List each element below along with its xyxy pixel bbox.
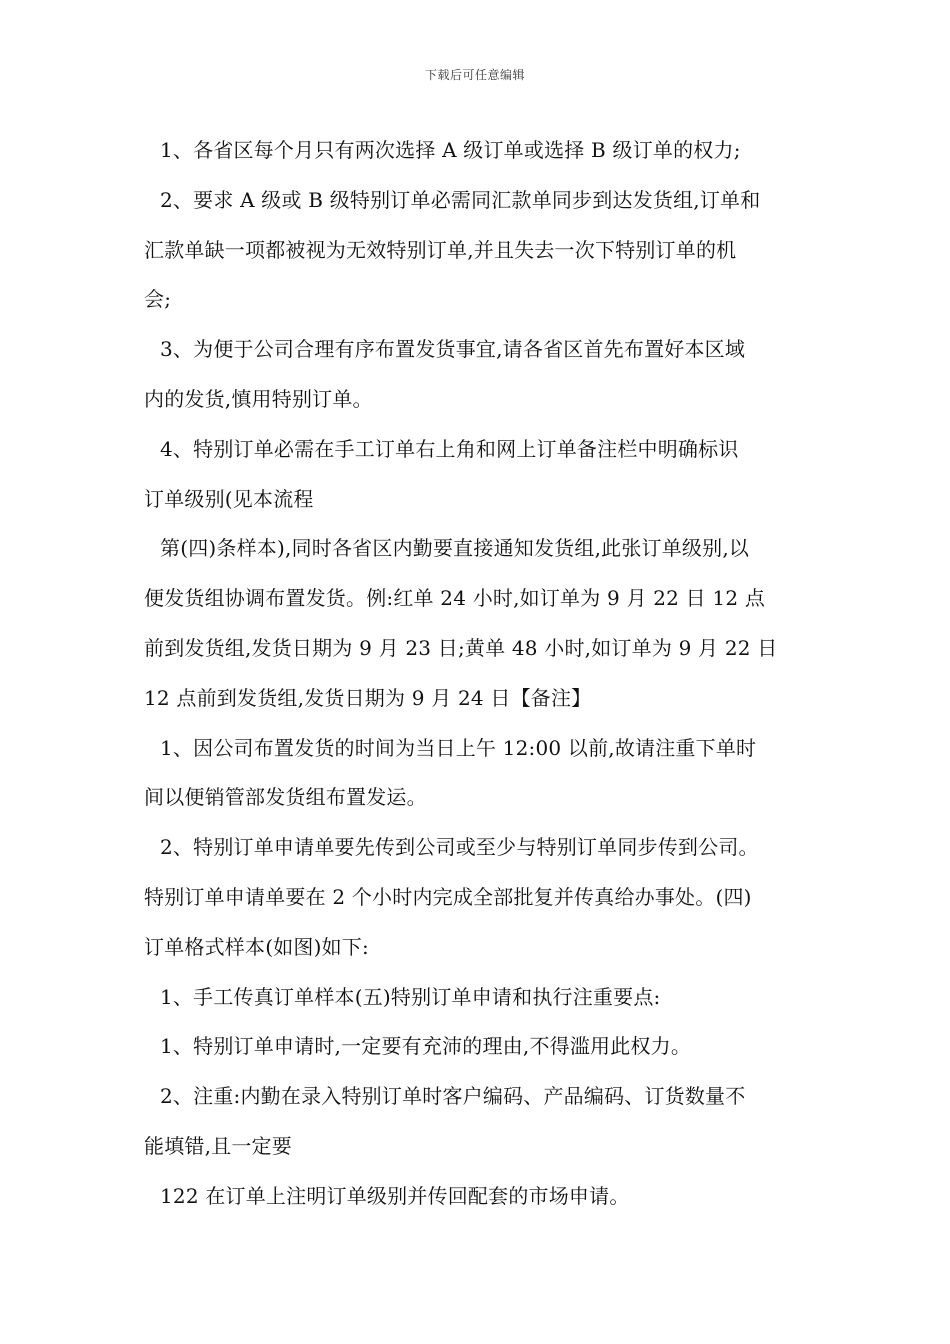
text-line: 2、注重:内勤在录入特别订单时客户编码、产品编码、订货数量不 [160, 1084, 746, 1109]
text-line: 2、要求 A 级或 B 级特别订单必需同汇款单同步到达发货组,订单和 [160, 187, 761, 212]
text-line: 12 点前到发货组,发货日期为 9 月 24 日【备注】 [144, 685, 592, 710]
text-line: 1、因公司布置发货的时间为当日上午 12:00 以前,故请注重下单时 [160, 735, 757, 760]
text-line: 1、特别订单申请时,一定要有充沛的理由,不得滥用此权力。 [160, 1034, 692, 1059]
text-line: 122 在订单上注明订单级别并传回配套的市场申请。 [160, 1183, 630, 1208]
text-line: 4、特别订单必需在手工订单右上角和网上订单备注栏中明确标识 [160, 436, 739, 461]
text-line: 1、手工传真订单样本(五)特别订单申请和执行注重要点: [160, 984, 661, 1009]
text-line: 订单格式样本(如图)如下: [144, 934, 369, 959]
text-line: 2、特别订单申请单要先传到公司或至少与特别订单同步传到公司。 [160, 835, 759, 860]
text-line: 能填错,且一定要 [144, 1133, 292, 1158]
text-line: 间以便销管部发货组布置发运。 [144, 785, 427, 810]
text-line: 汇款单缺一项都被视为无效特别订单,并且失去一次下特别订单的机 [144, 237, 737, 262]
text-line: 1、各省区每个月只有两次选择 A 级订单或选择 B 级订单的权力; [160, 138, 741, 162]
text-line: 会; [144, 287, 172, 312]
text-line: 特别订单申请单要在 2 个小时内完成全部批复并传真给办事处。(四) [144, 884, 752, 909]
text-line: 前到发货组,发货日期为 9 月 23 日;黄单 48 小时,如订单为 9 月 22 日 [144, 635, 778, 660]
text-line: 3、为便于公司合理有序布置发货事宜,请各省区首先布置好本区域 [160, 337, 746, 362]
text-line: 订单级别(见本流程 [144, 486, 314, 511]
text-line: 内的发货,慎用特别订单。 [144, 386, 373, 411]
text-line: 便发货组协调布置发货。例:红单 24 小时,如订单为 9 月 22 日 12 点 [144, 586, 766, 611]
text-line: 第(四)条样本),同时各省区内勤要直接通知发货组,此张订单级别,以 [160, 536, 750, 561]
document-body [144, 130, 808, 1226]
page-header: 下载后可任意编辑 [424, 68, 525, 82]
